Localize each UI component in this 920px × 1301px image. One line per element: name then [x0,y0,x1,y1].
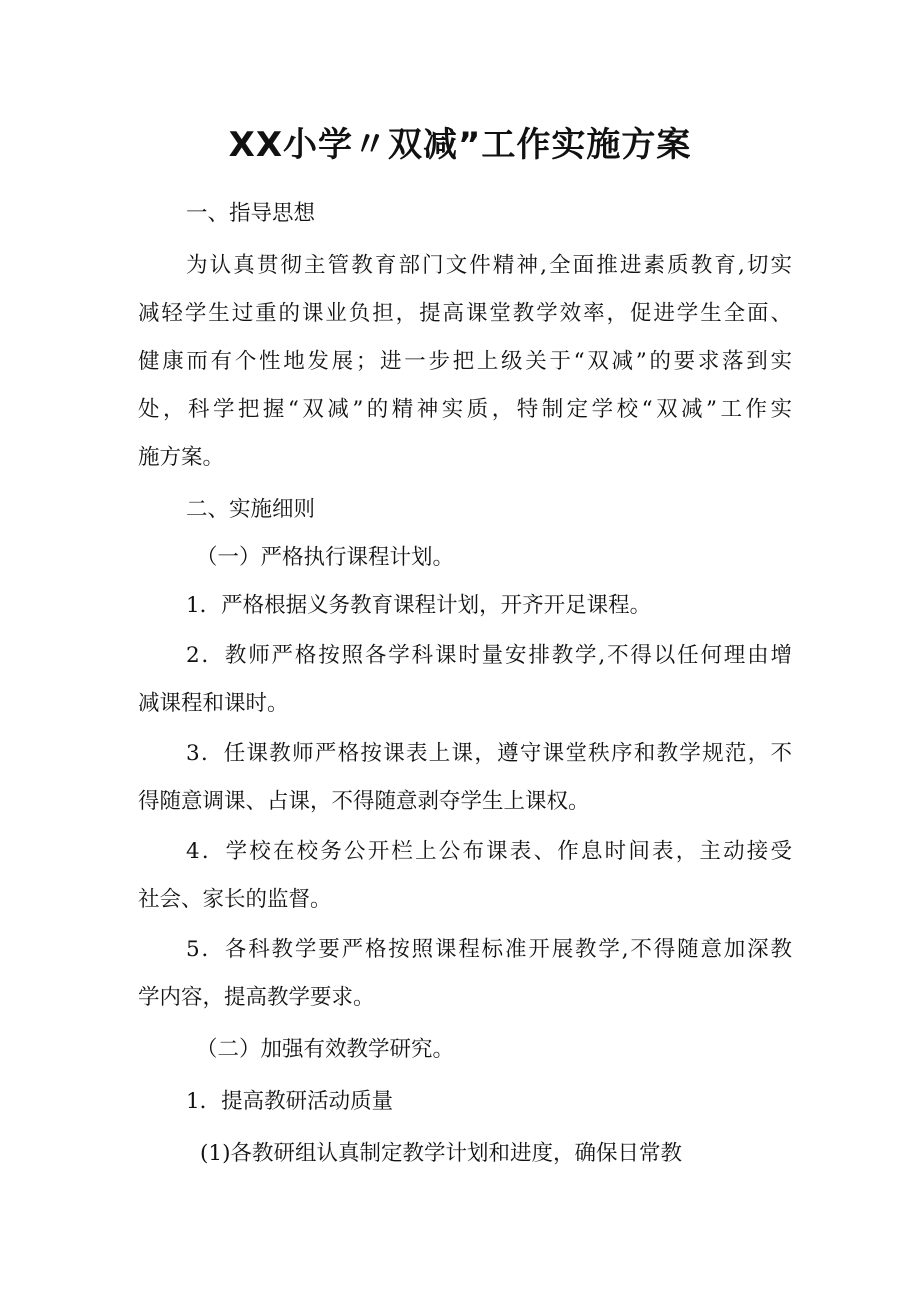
paragraph-line: 社会、家长的监督。 [138,887,332,912]
list-item: (1)各教研组认真制定教学计划和进度，确保日常教 [200,1141,682,1166]
subsection-heading: （二）加强有效教学研究。 [196,1037,455,1062]
paragraph-line: 得随意调课、占课，不得随意剥夺学生上课权。 [138,789,590,814]
list-item: 4．学校在校务公开栏上公布课表、作息时间表，主动接受 [186,839,792,864]
paragraph-line: 减轻学生过重的课业负担，提高课堂教学效率，促进学生全面、 [138,301,792,326]
paragraph-line: 健康而有个性地发展；进一步把上级关于“双减”的要求落到实 [138,349,792,374]
paragraph-line: 减课程和课时。 [138,691,289,716]
list-item: 3．任课教师严格按课表上课，遵守课堂秩序和教学规范，不 [186,741,792,766]
paragraph-line: 为认真贯彻主管教育部门文件精神,全面推进素质教育,切实 [186,253,792,278]
subsection-heading: （一）严格执行课程计划。 [196,545,455,570]
section-heading-implementation-rules: 二、实施细则 [186,497,316,522]
section-heading-guiding-ideology: 一、指导思想 [186,201,316,226]
paragraph-line: 学内容，提高教学要求。 [138,985,375,1010]
list-item: 1．提高教研活动质量 [186,1089,394,1114]
paragraph-line: 处，科学把握“双减”的精神实质，特制定学校“双减”工作实 [138,397,792,422]
list-item: 2．教师严格按照各学科课时量安排教学,不得以任何理由增 [186,643,792,668]
document-title: XX小学〃双减”工作实施方案 [228,125,692,165]
paragraph-line: 施方案。 [138,445,225,470]
list-item: 1．严格根据义务教育课程计划，开齐开足课程。 [186,593,652,618]
list-item: 5．各科教学要严格按照课程标准开展教学,不得随意加深教 [186,937,792,962]
